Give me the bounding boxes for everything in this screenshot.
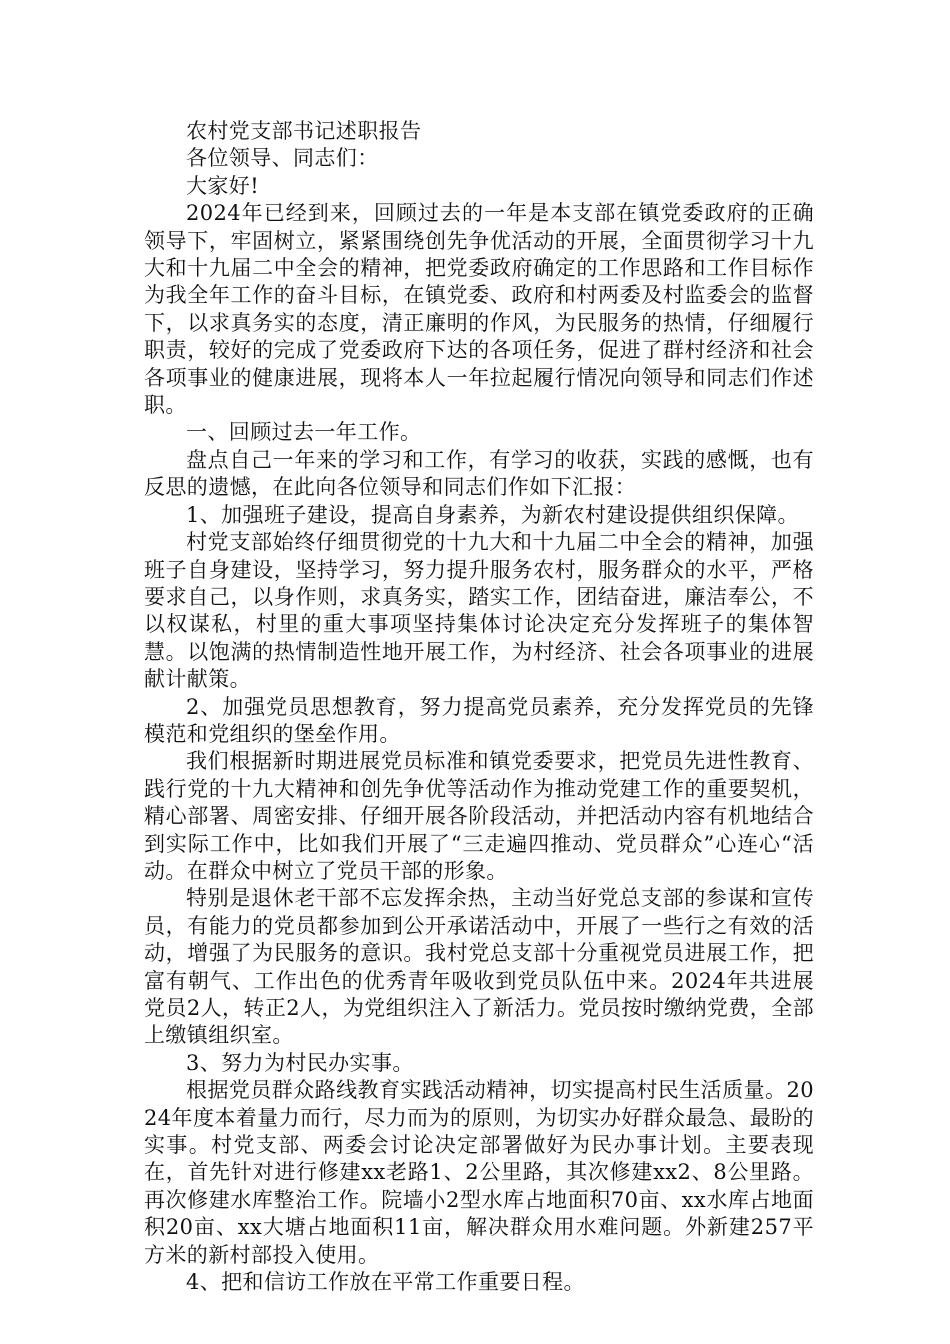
item-heading-petition-work: 4、把和信访工作放在平常工作重要日程。 [186, 1270, 585, 1295]
paragraph-party-education: 我们根据新时期进展党员标准和镇党委要求，把党员先进性教育、践行党的十九大精神和创先争优等活动作为推动党建工作的重要契机，精心部署、周密安排、仔细开展各阶段活动，并把活动内容有机地结合到实际工作中，比如我们开展了“三走遍四推动、党员群众”心连心“活动。在群众中树立了党员干部的形象。 [144, 749, 814, 883]
greeting: 大家好! [186, 173, 260, 198]
document-body [144, 118, 814, 1296]
item-heading-party-education: 2、加强党员思想教育，努力提高党员素养，充分发挥党员的先锋模范和党组织的堡垒作用。 [144, 694, 814, 746]
item-heading-team-building: 1、加强班子建设，提高自身素养，为新农村建设提供组织保障。 [186, 502, 799, 527]
paragraph-summary: 盘点自己一年来的学习和工作，有学习的收获，实践的感慨，也有反思的遗憾，在此向各位领导和同志们作如下汇报： [144, 447, 814, 500]
paragraph-practical-matters: 根据党员群众路线教育实践活动精神，切实提高村民生活质量。2024年度本着量力而行，尽力而为的原则，为切实办好群众最急、最盼的实事。村党支部、两委会讨论决定部署做好为民办事计划。主要表现在，首先针对进行修建xx老路1、2公里路，其次修建xx2、8公里路。再次修建水库整治工作。院墙小2型水库占地面积70亩、xx水库占地面积20亩、xx大塘占地面积11亩，解决群众用水难问题。外新建257平方米的新村部投入使用。 [144, 1078, 814, 1267]
item-heading-practical-matters: 3、努力为村民办实事。 [186, 1050, 414, 1075]
document-title: 农村党支部书记述职报告 [186, 119, 422, 143]
section-heading-review: 一、回顾过去一年工作。 [186, 420, 422, 445]
paragraph-retired-cadres: 特别是退休老干部不忘发挥余热，主动当好党总支部的参谋和宣传员，有能力的党员都参加到公开承诺活动中，开展了一些行之有效的活动，增强了为民服务的意识。我村党总支部十分重视党员进展工作，把富有朝气、工作出色的优秀青年吸收到党员队伍中来。2024年共进展党员2人，转正2人，为党组织注入了新活力。党员按时缴纳党费，全部上缴镇组织室。 [144, 886, 814, 1048]
salutation: 各位领导、同志们： [186, 146, 379, 171]
paragraph-team-building: 村党支部始终仔细贯彻党的十九大和十九届二中全会的精神，加强班子自身建设，坚持学习，努力提升服务农村，服务群众的水平，严格要求自己，以身作则，求真务实，踏实工作，团结奋进，廉洁奉公，不以权谋私，村里的重大事项坚持集体讨论决定充分发挥班子的集体智慧。以饱满的热情制造性地开展工作，为村经济、社会各项事业的进展献计献策。 [144, 530, 814, 692]
paragraph-intro: 2024年已经到来，回顾过去的一年是本支部在镇党委政府的正确领导下，牢固树立，紧紧围绕创先争优活动的开展，全面贯彻学习十九大和十九届二中全会的精神，把党委政府确定的工作思路和工作目标作为我全年工作的奋斗目标，在镇党委、政府和村两委及村监委会的监督下，以求真务实的态度，清正廉明的作风，为民服务的热情，仔细履行职责，较好的完成了党委政府下达的各项任务，促进了群村经济和社会各项事业的健康进展，现将本人一年拉起履行情况向领导和同志们作述职。 [144, 201, 814, 418]
